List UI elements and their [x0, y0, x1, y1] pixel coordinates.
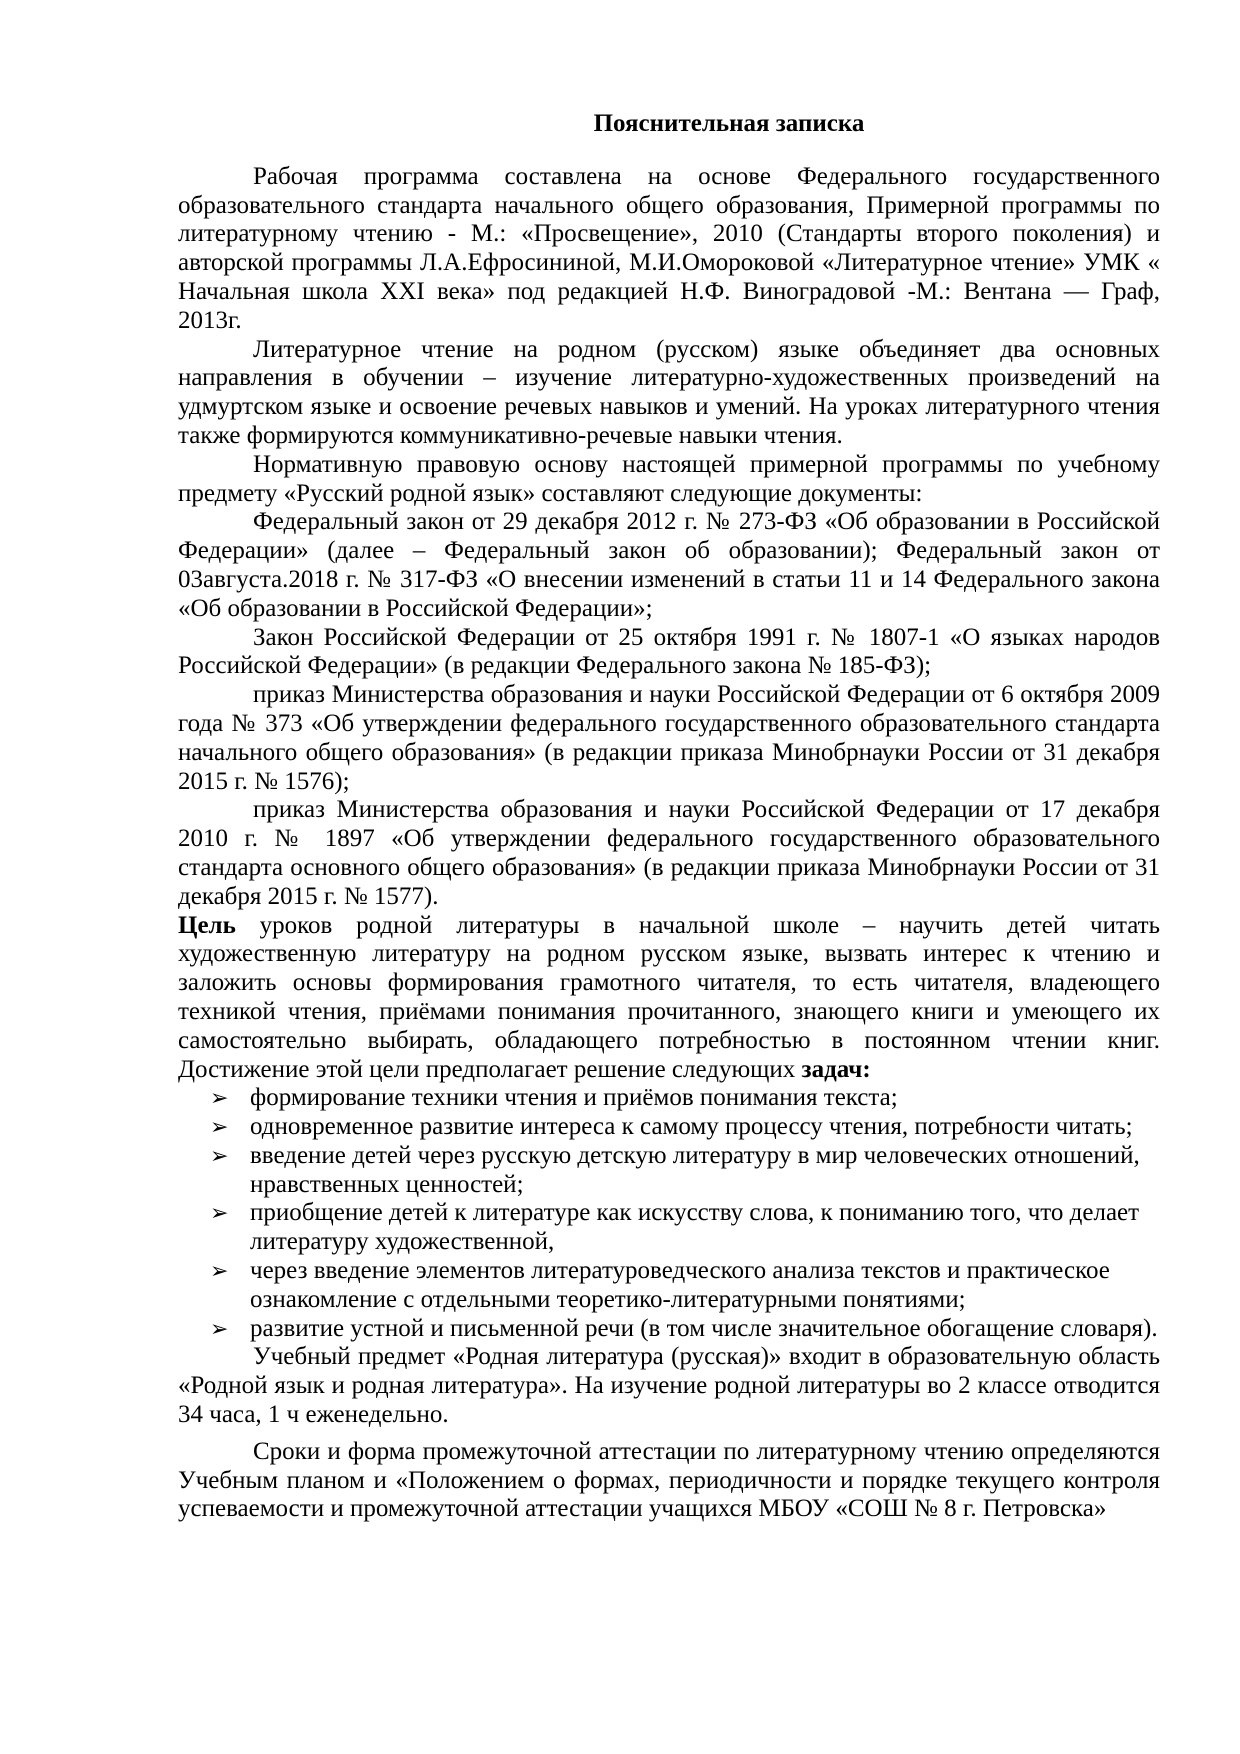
document-title: Пояснительная записка	[593, 110, 865, 137]
paragraph-goal	[178, 912, 1160, 1085]
task-text: развитие устной и письменной речи (в том числе значительное обогащение словаря).	[250, 1314, 1158, 1342]
list-item	[210, 1084, 1160, 1113]
tasks-label: задач:	[801, 1055, 871, 1083]
paragraph-order-373: приказ Министерства образования и науки Российской Федерации от 6 октября 2009 года № 373 «Об утверждении федерального государственного образовательного стандарта начального общего образования» (в редакции приказа Минобрнауки России от 31 декабря 2015 г. № 1576);	[178, 681, 1160, 795]
paragraph-intro: Рабочая программа составлена на основе Федерального государственного образовательного стандарта начального общего образования, Примерной программы по литературному чтению - М.: «Просвещение», 2010 (Стандарты второго поколения) и авторской программы Л.А.Ефросининой, М.И.Омороковой «Литературное чтение» УМК « Начальная школа XXI века» под редакцией Н.Ф. Виноградовой -М.: Вентана — Граф, 2013г.	[178, 162, 1160, 334]
paragraph-law-1807: Закон Российской Федерации от 25 октября 1991 г. № 1807-1 «О языках народов Российской Федерации» (в редакции Федерального закона № 185-ФЗ);	[178, 623, 1160, 680]
list-item	[210, 1315, 1160, 1344]
arrowhead-bullet-icon: ➢	[210, 1142, 229, 1168]
list-item	[210, 1113, 1160, 1142]
task-text: приобщение детей к литературе как искусству слова, к пониманию того, что делает литературу художественной,	[250, 1199, 1140, 1256]
paragraph-attestation: Сроки и форма промежуточной аттестации по литературному чтению определяются Учебным планом и «Положением о формах, периодичности и порядке текущего контроля успеваемости и промежуточной аттестации учащихся МБОУ «СОШ № 8 г. Петровска»	[178, 1437, 1160, 1523]
arrowhead-bullet-icon: ➢	[210, 1315, 229, 1341]
goal-label: Цель	[178, 911, 236, 939]
paragraph-order-1897: приказ Министерства образования и науки Российской Федерации от 17 декабря 2010 г. № 1897 «Об утверждении федерального государственного образовательного стандарта основного общего образования» (в редакции приказа Минобрнауки России от 31 декабря 2015 г. № 1577).	[178, 796, 1160, 910]
task-text: введение детей через русскую детскую литературу в мир человеческих отношений, нравственных ценностей;	[250, 1141, 1140, 1198]
paragraph-directions: Литературное чтение на родном (русском) языке объединяет два основных направления в обучении – изучение литературно-художественных произведений на удмуртском языке и освоение речевых навыков и умений. На уроках литературного чтения также формируются коммуникативно-речевые навыки чтения.	[178, 335, 1160, 449]
arrowhead-bullet-icon: ➢	[210, 1085, 229, 1111]
list-item	[210, 1257, 1160, 1315]
arrowhead-bullet-icon: ➢	[210, 1200, 229, 1226]
paragraph-normative: Нормативную правовую основу настоящей примерной программы по учебному предмету «Русский родной язык» составляют следующие документы:	[178, 450, 1160, 507]
task-text: формирование техники чтения и приёмов понимания текста;	[250, 1084, 898, 1112]
paragraph-subject: Учебный предмет «Родная литература (русская)» входит в образовательную область «Родной язык и родная литература». На изучение родной литературы во 2 классе отводится 34 часа, 1 ч еженедельно.	[178, 1343, 1160, 1429]
goal-text: уроков родной литературы в начальной школе – научить детей читать художественную литературу на родном русском языке, вызвать интерес к чтению и заложить основы формирования грамотного читателя, то есть читателя, владеющего техникой чтения, приёмами понимания прочитанного, знающего книги и умеющего их самостоятельно выбирать, обладающего потребностью в постоянном чтении книг. Достижение этой цели предполагает решение следующих	[178, 911, 1160, 1083]
task-text: одновременное развитие интереса к самому процессу чтения, потребности читать;	[250, 1113, 1133, 1141]
paragraph-law-273: Федеральный закон от 29 декабря 2012 г. № 273-ФЗ «Об образовании в Российской Федерации» (далее – Федеральный закон об образовании); Федеральный закон от 03августа.2018 г. № 317-ФЗ «О внесении изменений в статьи 11 и 14 Федерального закона «Об образовании в Российской Федерации»;	[178, 508, 1160, 622]
document-page	[178, 110, 1160, 1524]
arrowhead-bullet-icon: ➢	[210, 1114, 229, 1140]
list-item	[210, 1142, 1160, 1200]
arrowhead-bullet-icon: ➢	[210, 1258, 229, 1284]
list-item	[210, 1199, 1160, 1257]
tasks-list	[178, 1084, 1160, 1343]
task-text: через введение элементов литературоведческого анализа текстов и практическое ознакомление с отдельными теоретико-литературными понятиями;	[250, 1257, 1110, 1313]
